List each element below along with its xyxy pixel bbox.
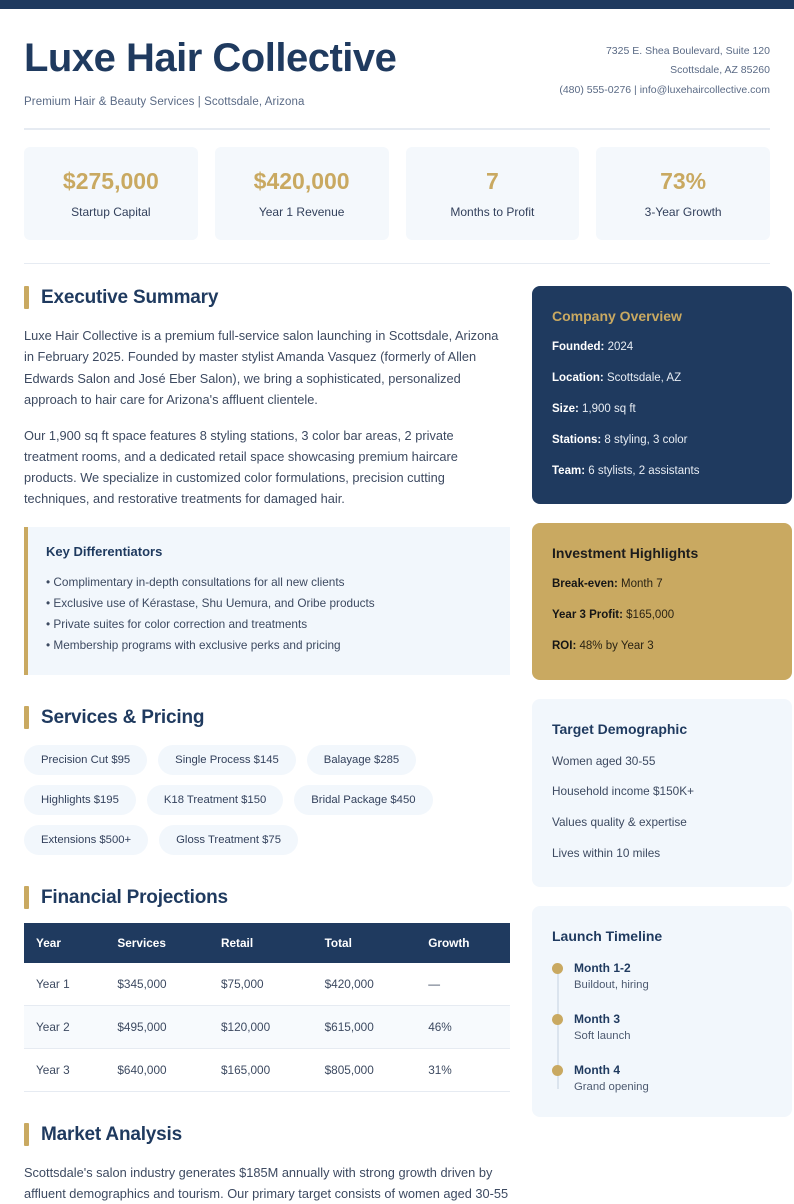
service-pill[interactable]: Highlights $195: [24, 785, 136, 815]
main-column: [24, 286, 510, 1204]
services-heading: [24, 706, 510, 729]
market-analysis-section: [24, 1123, 510, 1204]
top-accent-bar: [0, 0, 794, 9]
differentiator-item: • Private suites for color correction and treatments: [46, 617, 308, 632]
row-value: Scottsdale, AZ: [606, 372, 682, 385]
timeline-description: Soft launch: [574, 1029, 631, 1042]
section-accent-bar-icon: [24, 1123, 29, 1146]
brand-tagline: Premium Hair & Beauty Services | Scottsdale, Arizona: [24, 96, 305, 108]
metric-label: Year 1 Revenue: [258, 205, 345, 220]
timeline-description: Grand opening: [574, 1081, 649, 1094]
card-title: Company Overview: [552, 308, 682, 325]
key-metrics-row: [0, 130, 794, 240]
metric-value: 7: [485, 168, 499, 194]
row-value: 6 stylists, 2 assistants: [588, 464, 700, 477]
cell-total: $805,000: [315, 1049, 419, 1092]
cell-year: Year 1: [24, 963, 107, 1006]
executive-summary-heading: [24, 286, 510, 309]
row-label: Year 3 Profit:: [552, 609, 623, 622]
executive-summary-paragraph-1: Luxe Hair Collective is a premium full-service salon launching in Scottsdale, Arizona in February 2025. Founded by master stylist Amanda Vasquez (formerly of Allen Edwards Salon and José Eber Salon), we bring a sophisticated, personalized approach to hair care for Arizona's affluent clientele.: [24, 328, 499, 407]
row-value: 1,900 sq ft: [582, 402, 636, 415]
timeline-item: [574, 1011, 772, 1042]
cell-retail: $165,000: [211, 1049, 315, 1092]
company-overview-row: [552, 401, 772, 419]
investment-highlight-row: [552, 638, 772, 656]
investment-highlights-card: [532, 523, 792, 679]
row-label: Location:: [552, 372, 604, 385]
timeline-list: [552, 960, 772, 1094]
cell-total: $615,000: [315, 1006, 419, 1049]
timeline-item: [574, 960, 772, 991]
service-pill[interactable]: Gloss Treatment $75: [159, 825, 298, 855]
timeline-dot-icon: [552, 963, 563, 974]
cell-growth: 46%: [418, 1006, 510, 1049]
metric-card: [24, 147, 198, 240]
section-title: Financial Projections: [41, 886, 228, 908]
timeline-label: Month 1-2: [574, 960, 631, 975]
column-header-retail: Retail: [211, 923, 315, 963]
cell-growth: —: [418, 963, 510, 1006]
company-overview-row: [552, 432, 772, 450]
table-row: [24, 963, 510, 1006]
document-body: [0, 264, 794, 1204]
demographic-row: Household income $150K+: [552, 784, 694, 799]
cell-retail: $75,000: [211, 963, 315, 1006]
header-brand-block: [24, 31, 396, 108]
company-overview-row: [552, 463, 772, 481]
card-title: Investment Highlights: [552, 545, 699, 562]
market-analysis-heading: [24, 1123, 510, 1146]
section-title: Market Analysis: [41, 1123, 182, 1145]
contact-address-line1: 7325 E. Shea Boulevard, Suite 120: [605, 45, 770, 57]
card-title: Target Demographic: [552, 720, 688, 737]
section-accent-bar-icon: [24, 706, 29, 729]
section-title: Services & Pricing: [41, 706, 205, 728]
column-header-total: Total: [315, 923, 419, 963]
row-value: 48% by Year 3: [579, 639, 654, 652]
metric-label: Months to Profit: [450, 205, 535, 220]
company-overview-row: [552, 370, 772, 388]
row-value: 2024: [607, 341, 634, 354]
row-label: Founded:: [552, 341, 605, 354]
service-pill[interactable]: K18 Treatment $150: [147, 785, 283, 815]
cell-services: $640,000: [107, 1049, 211, 1092]
launch-timeline-card: [532, 906, 792, 1118]
timeline-item: [574, 1062, 772, 1093]
table-row: [24, 1049, 510, 1092]
timeline-dot-icon: [552, 1065, 563, 1076]
timeline-description: Buildout, hiring: [574, 978, 649, 991]
table-header-row: [24, 923, 510, 963]
row-label: Team:: [552, 464, 586, 477]
cell-total: $420,000: [315, 963, 419, 1006]
differentiator-item: • Exclusive use of Kérastase, Shu Uemura, and Oribe products: [46, 596, 375, 611]
investment-highlight-row: [552, 576, 772, 594]
timeline-dot-icon: [552, 1014, 563, 1025]
row-label: Size:: [552, 402, 579, 415]
market-analysis-paragraph: Scottsdale's salon industry generates $185M annually with strong growth driven by affluent demographics and tourism. Our primary target consists of women aged 30-55: [24, 1165, 509, 1202]
table-row: [24, 1006, 510, 1049]
metric-value: $275,000: [62, 168, 159, 194]
differentiator-item: • Complimentary in-depth consultations for all new clients: [46, 575, 345, 590]
table-body: [24, 963, 510, 1092]
financial-projections-section: [24, 886, 510, 1092]
metric-label: Startup Capital: [71, 205, 151, 220]
row-label: ROI:: [552, 639, 577, 652]
section-accent-bar-icon: [24, 886, 29, 909]
table-header: [24, 923, 510, 963]
section-accent-bar-icon: [24, 286, 29, 309]
differentiator-item: • Membership programs with exclusive perks and pricing: [46, 638, 341, 653]
demographic-row: Lives within 10 miles: [552, 845, 661, 860]
service-pill-list: [24, 745, 510, 855]
column-header-growth: Growth: [418, 923, 510, 963]
row-label: Break-even:: [552, 578, 618, 591]
cell-services: $345,000: [107, 963, 211, 1006]
metric-value: 73%: [660, 168, 707, 194]
demographic-row: Women aged 30-55: [552, 753, 656, 768]
contact-info-block: [559, 31, 770, 100]
executive-summary-paragraph-2: Our 1,900 sq ft space features 8 styling stations, 3 color bar areas, 2 private treatment rooms, and a dedicated retail space showcasing premium haircare products. We specialize in customized color formulations, precision cutting techniques, and restorative treatments for damaged hair.: [24, 427, 458, 507]
callout-title: Key Differentiators: [46, 544, 163, 560]
service-pill[interactable]: Balayage $285: [307, 745, 416, 775]
company-overview-row: [552, 339, 772, 357]
section-title: Executive Summary: [41, 286, 219, 308]
timeline-label: Month 4: [574, 1062, 620, 1077]
service-pill[interactable]: Single Process $145: [158, 745, 296, 775]
metric-card: [596, 147, 770, 240]
document-header: [0, 9, 794, 108]
row-value: 8 styling, 3 color: [604, 433, 688, 446]
demographic-row: Values quality & expertise: [552, 815, 687, 830]
row-label: Stations:: [552, 433, 602, 446]
row-value: Month 7: [621, 578, 663, 591]
investment-highlight-row: [552, 607, 772, 625]
target-demographic-card: [532, 699, 792, 887]
metric-card: [215, 147, 389, 240]
financial-projections-table: [24, 923, 510, 1092]
company-overview-card: [532, 286, 792, 504]
metric-label: 3-Year Growth: [644, 205, 722, 220]
cell-services: $495,000: [107, 1006, 211, 1049]
services-section: [24, 706, 510, 855]
cell-growth: 31%: [418, 1049, 510, 1092]
contact-address-line2: Scottsdale, AZ 85260: [670, 64, 770, 77]
financial-projections-heading: [24, 886, 510, 909]
column-header-services: Services: [107, 923, 211, 963]
metric-value: $420,000: [253, 168, 350, 194]
service-pill[interactable]: Extensions $500+: [24, 825, 148, 855]
service-pill[interactable]: Bridal Package $450: [294, 785, 432, 815]
column-header-year: Year: [24, 923, 107, 963]
timeline-label: Month 3: [574, 1011, 620, 1026]
row-value: $165,000: [626, 609, 675, 622]
page-title: Luxe Hair Collective: [24, 36, 397, 80]
cell-year: Year 3: [24, 1049, 107, 1092]
contact-phone-email: (480) 555-0276 | info@luxehaircollective.com: [559, 83, 770, 96]
metric-card: [406, 147, 580, 240]
key-differentiators-callout: [24, 527, 510, 675]
service-pill[interactable]: Precision Cut $95: [24, 745, 147, 775]
card-title: Launch Timeline: [552, 927, 663, 944]
cell-retail: $120,000: [211, 1006, 315, 1049]
cell-year: Year 2: [24, 1006, 107, 1049]
sidebar-column: [532, 286, 792, 1117]
